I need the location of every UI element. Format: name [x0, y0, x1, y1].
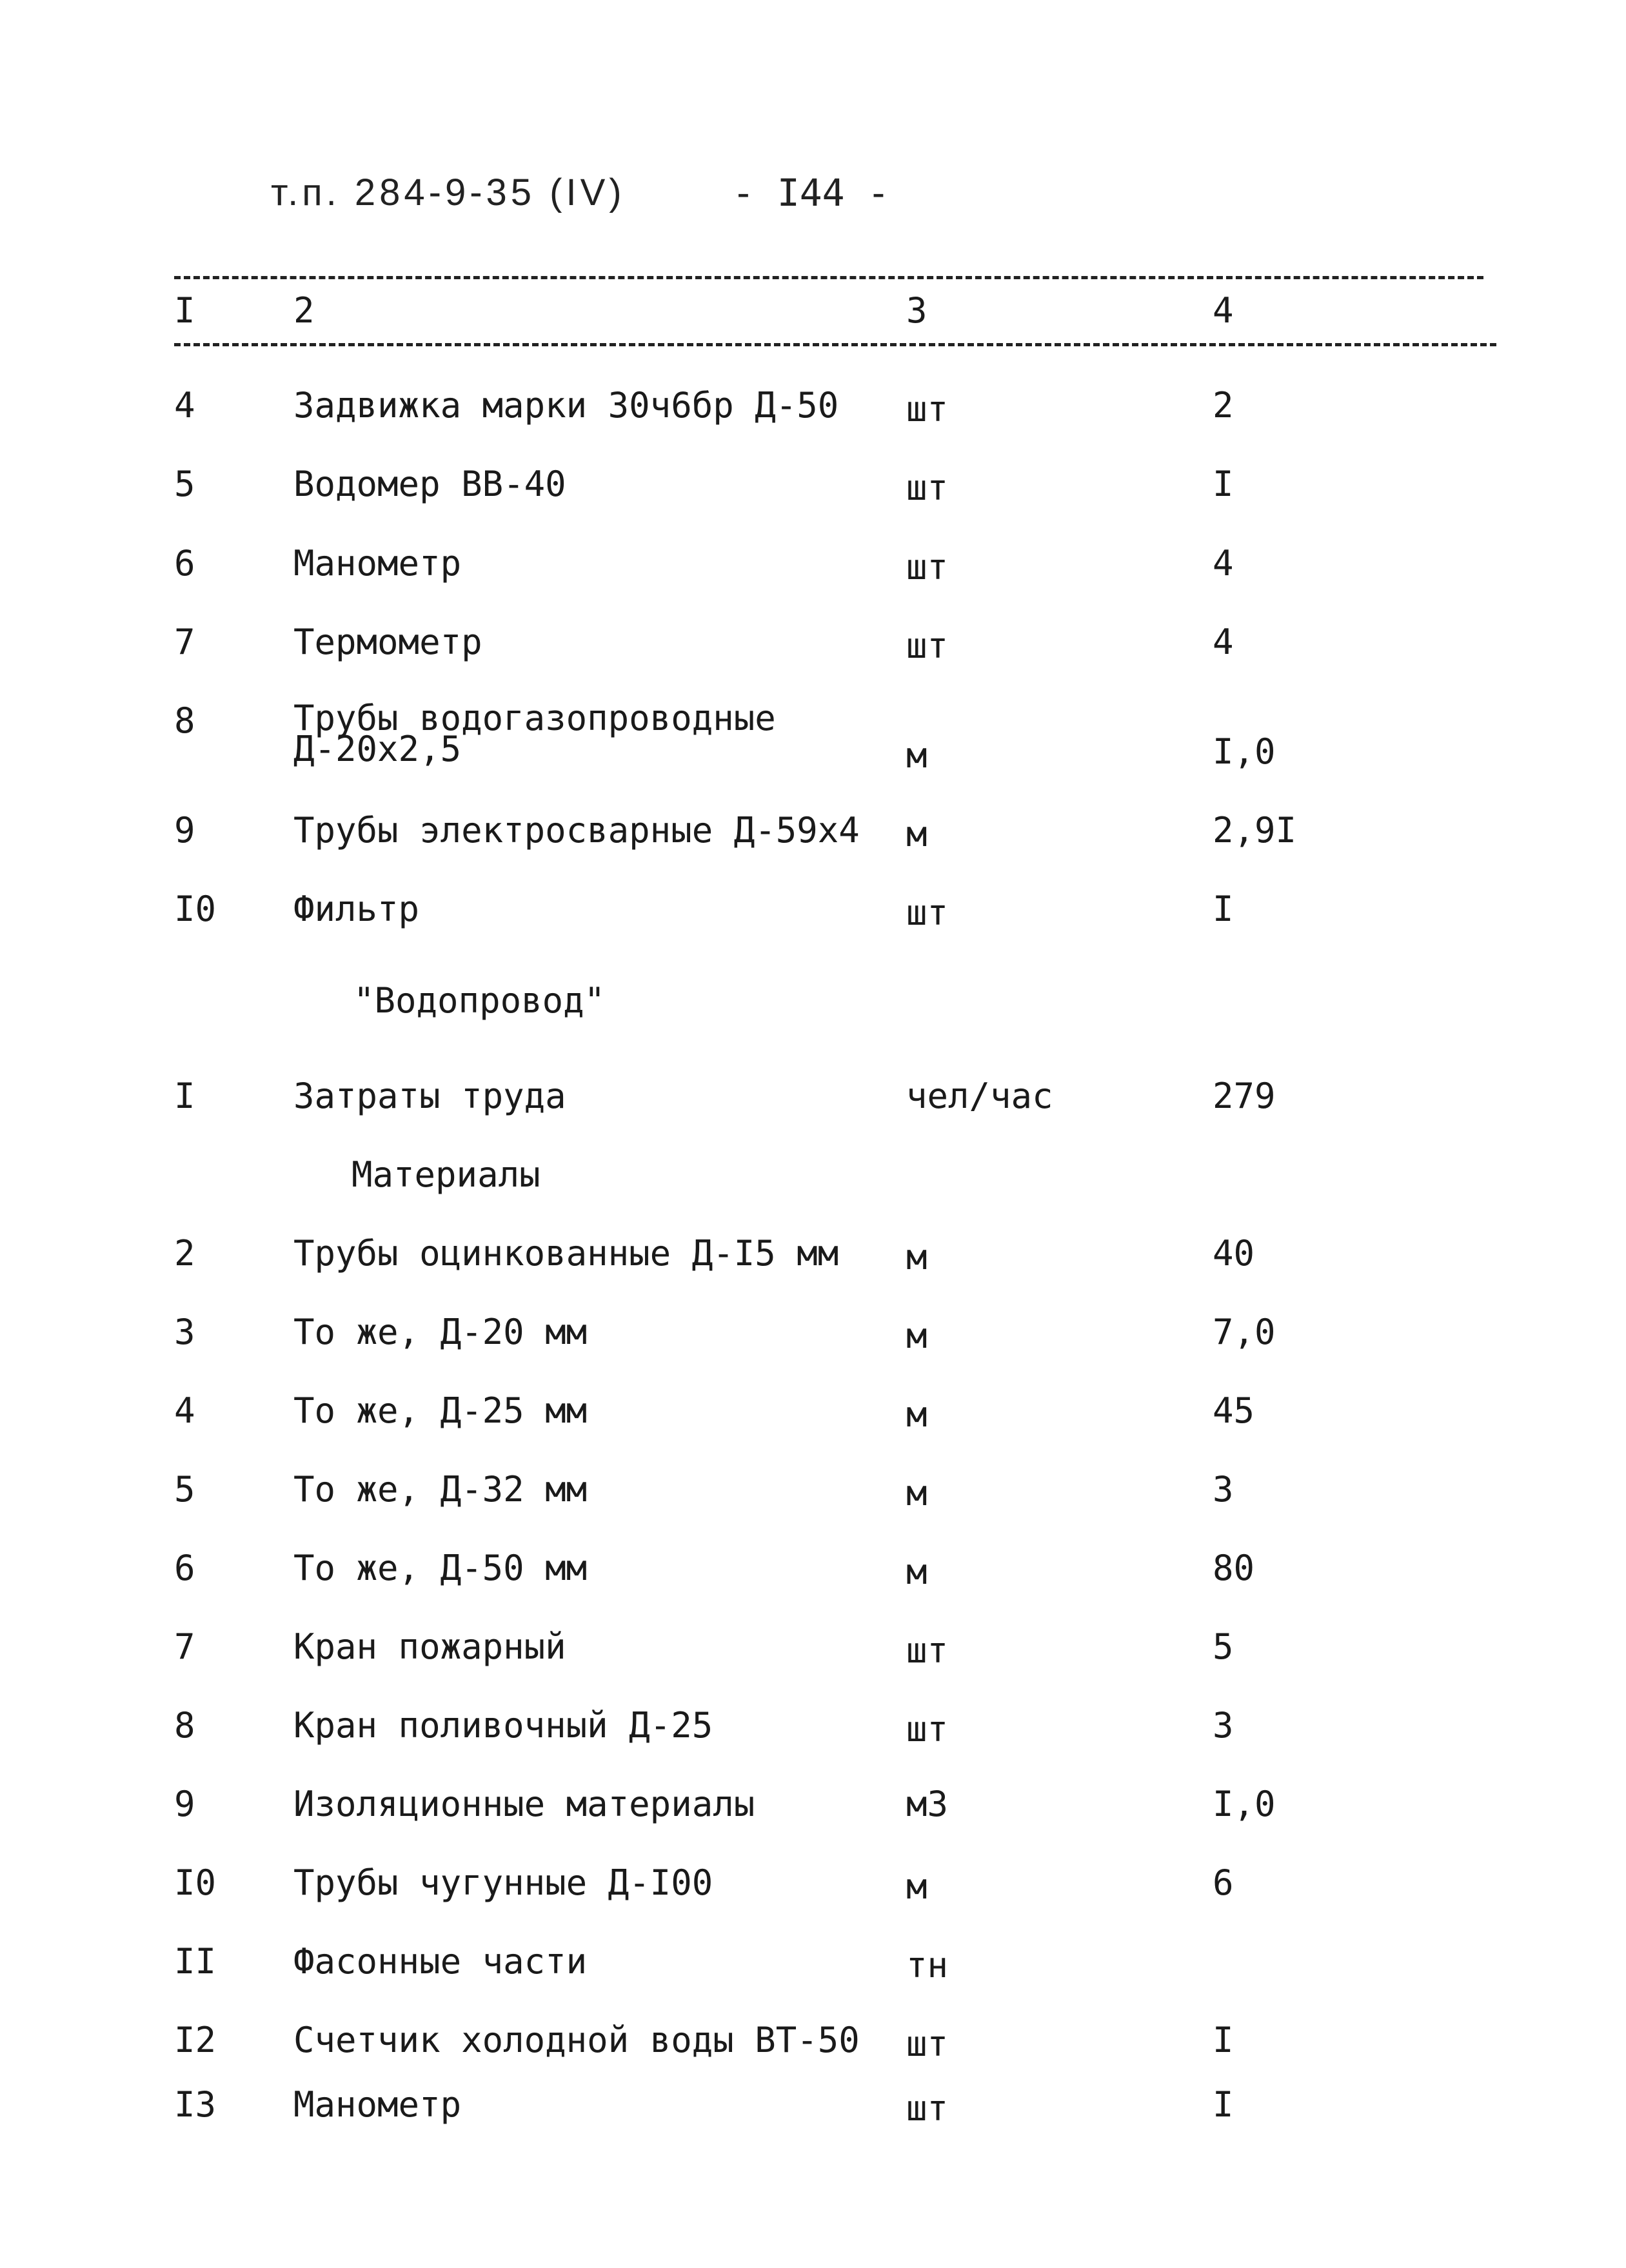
item-name: Задвижка марки 30ч6бр Д-50 [293, 385, 839, 426]
row-number: 4 [174, 385, 195, 426]
header-top-divider [174, 276, 1483, 279]
item-name: Кран пожарный [293, 1626, 566, 1667]
item-unit: шт [906, 892, 949, 933]
row-number: 6 [174, 1548, 195, 1588]
item-name: Манометр [293, 543, 462, 584]
row-number: 4 [174, 1390, 195, 1431]
row-number: 3 [174, 1312, 195, 1352]
row-number: I3 [174, 2084, 217, 2125]
item-quantity: I,0 [1213, 731, 1276, 772]
item-quantity: 279 [1213, 1076, 1276, 1116]
item-unit: тн [906, 1945, 949, 1986]
item-quantity: 5 [1213, 1626, 1234, 1667]
item-unit: шт [906, 626, 949, 666]
item-name: Затраты труда [293, 1076, 566, 1116]
item-quantity: 7,0 [1213, 1312, 1276, 1352]
item-unit: шт [906, 389, 949, 429]
item-unit: шт [906, 1709, 949, 1750]
item-quantity: 4 [1213, 543, 1234, 584]
item-name: То же, Д-20 мм [293, 1312, 588, 1352]
item-name: Манометр [293, 2084, 462, 2125]
item-quantity: 2,9I [1213, 810, 1297, 851]
row-number: 5 [174, 1469, 195, 1510]
item-quantity: 4 [1213, 622, 1234, 662]
item-unit: м [906, 735, 927, 776]
item-name-line-2: Д-20х2,5 [293, 729, 462, 769]
item-quantity: I [1213, 2084, 1234, 2125]
item-name: Термометр [293, 622, 482, 662]
row-number: 8 [174, 1705, 195, 1746]
item-quantity: 45 [1213, 1390, 1255, 1431]
item-name: То же, Д-32 мм [293, 1469, 588, 1510]
item-unit: м3 [906, 1784, 949, 1824]
item-unit: м [906, 1473, 927, 1514]
item-name-line-1: Трубы водогазопроводные [293, 698, 776, 738]
col-header-1: I [174, 290, 195, 331]
item-unit: шт [906, 468, 949, 508]
item-quantity: 80 [1213, 1548, 1255, 1588]
item-quantity: I [1213, 2020, 1234, 2060]
row-number: I2 [174, 2020, 217, 2060]
item-unit: м [906, 814, 927, 854]
item-name: То же, Д-25 мм [293, 1390, 588, 1431]
row-number: I0 [174, 889, 217, 929]
col-header-4: 4 [1213, 290, 1234, 331]
row-number: 5 [174, 464, 195, 504]
col-header-3: 3 [906, 290, 927, 331]
item-name: Счетчик холодной воды ВТ-50 [293, 2020, 860, 2060]
item-unit: м [906, 1237, 927, 1277]
col-header-2: 2 [293, 290, 315, 331]
page-number: - I44 - [732, 171, 890, 215]
item-name: Трубы электросварные Д-59х4 [293, 810, 860, 851]
item-unit: шт [906, 2024, 949, 2064]
row-number: 8 [174, 700, 195, 741]
item-quantity: 3 [1213, 1705, 1234, 1746]
row-number: 7 [174, 1626, 195, 1667]
row-number: 9 [174, 810, 195, 851]
item-quantity: I [1213, 464, 1234, 504]
item-unit: м [906, 1394, 927, 1435]
row-number: 9 [174, 1784, 195, 1824]
item-quantity: I [1213, 889, 1234, 929]
item-name: Изоляционные материалы [293, 1784, 755, 1824]
item-quantity: 40 [1213, 1233, 1255, 1274]
item-name: Кран поливочный Д-25 [293, 1705, 713, 1746]
item-unit: м [906, 1552, 927, 1592]
materials-title: Материалы [352, 1154, 540, 1195]
row-number: I0 [174, 1862, 217, 1903]
row-number: 7 [174, 622, 195, 662]
section-title: "Водопровод" [353, 980, 606, 1021]
item-name: Трубы оцинкованные Д-I5 мм [293, 1233, 839, 1274]
item-unit: шт [906, 1630, 949, 1671]
row-number: 6 [174, 543, 195, 584]
item-name: Трубы чугунные Д-I00 [293, 1862, 713, 1903]
row-number: II [174, 1941, 217, 1982]
item-quantity: I,0 [1213, 1784, 1276, 1824]
item-quantity: 3 [1213, 1469, 1234, 1510]
item-unit: шт [906, 2088, 949, 2129]
row-number: 2 [174, 1233, 195, 1274]
item-unit: м [906, 1316, 927, 1356]
item-name: То же, Д-50 мм [293, 1548, 588, 1588]
item-name: Фильтр [293, 889, 420, 929]
item-name: Водомер ВВ-40 [293, 464, 566, 504]
item-quantity: 2 [1213, 385, 1234, 426]
header-bottom-divider [174, 343, 1496, 346]
document-code: т.п. 284-9-35 (IV) [271, 172, 626, 213]
row-number: I [174, 1076, 195, 1116]
item-unit: шт [906, 547, 949, 587]
item-unit: чел/час [906, 1076, 1053, 1116]
item-unit: м [906, 1866, 927, 1907]
item-name: Фасонные части [293, 1941, 588, 1982]
item-quantity: 6 [1213, 1862, 1234, 1903]
